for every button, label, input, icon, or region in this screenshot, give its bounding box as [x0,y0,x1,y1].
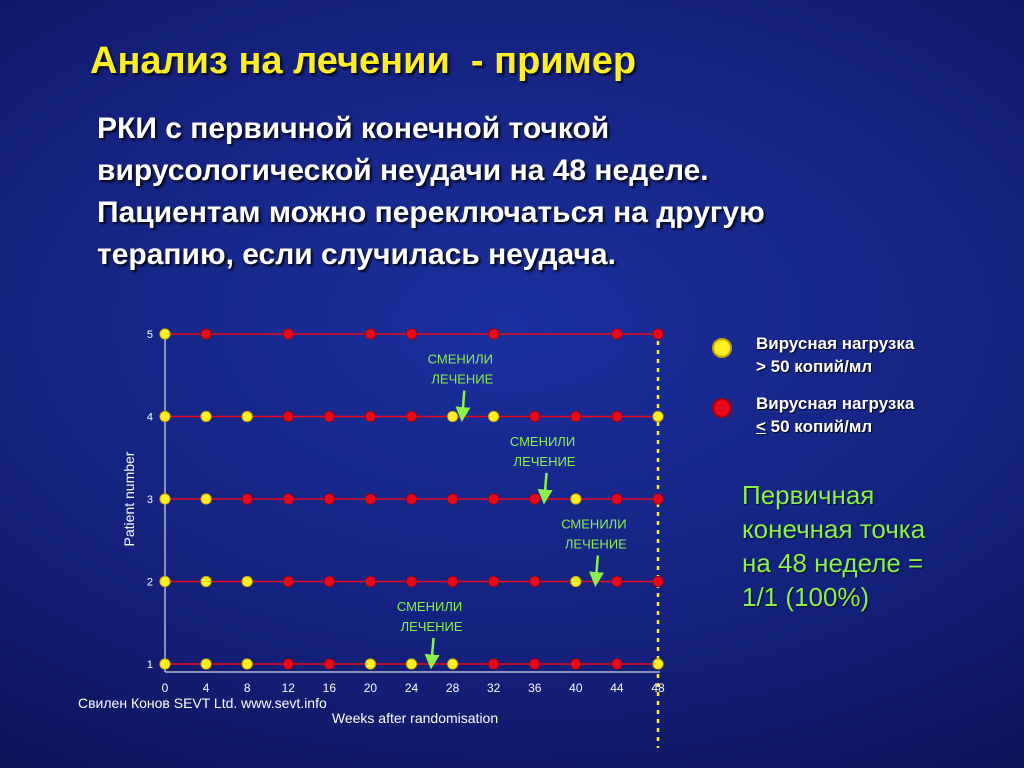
viral-load-below-50-point [488,494,498,504]
legend-value: 50 копий/мл [765,417,873,436]
viral-load-above-50-point [365,659,375,669]
switch-annotation-line: СМЕНИЛИ [561,516,627,532]
red-dot-icon [712,398,732,418]
viral-load-below-50-point [488,659,498,669]
viral-load-above-50-point [201,659,211,669]
switch-annotation-line: СМЕНИЛИ [427,351,494,367]
viral-load-below-50-point [283,576,293,586]
viral-load-below-50-point [530,411,540,421]
viral-load-above-50-point [653,659,663,669]
legend-symbol: < [756,417,766,436]
slide-title: Анализ на лечении - пример [90,40,637,82]
viral-load-below-50-point [406,494,416,504]
x-tick-label: 20 [363,681,378,695]
viral-load-below-50-point [530,659,540,669]
x-tick-label: 32 [486,681,501,695]
x-tick-label: 4 [202,681,210,695]
viral-load-below-50-point [612,411,622,421]
switch-arrow-icon [596,556,598,580]
y-tick-label: 5 [146,329,153,341]
x-tick-label: 12 [281,681,295,695]
viral-load-above-50-point [160,494,170,504]
x-tick-label: 48 [651,681,665,695]
viral-load-above-50-point [201,576,211,586]
switch-annotation-line: СМЕНИЛИ [509,434,576,449]
viral-load-below-50-point [283,411,293,421]
legend-symbol: > [756,357,771,376]
switch-annotation-line: СМЕНИЛИ [396,599,463,614]
credit-line: Свилен Конов SEVT Ltd. www.sevt.info [78,695,327,711]
viral-load-below-50-point [653,494,663,504]
viral-load-above-50-point [201,411,211,421]
viral-load-below-50-point [571,411,581,421]
switch-annotation-line: ЛЕЧЕНИЕ [400,619,463,634]
viral-load-above-50-point [160,576,170,586]
y-tick-label: 1 [146,659,153,671]
viral-load-below-50-point [447,576,457,586]
viral-load-below-50-point [365,411,375,421]
viral-load-below-50-point [406,329,416,339]
y-tick-label: 4 [146,411,153,424]
viral-load-above-50-point [653,411,663,421]
body-line: терапию, если случилась неудача. [97,238,616,271]
viral-load-below-50-point [653,329,663,339]
switch-annotation-line: ЛЕЧЕНИЕ [513,454,576,469]
y-tick-label: 3 [146,494,153,506]
viral-load-below-50-point [283,494,293,504]
viral-load-above-50-point [488,411,498,421]
x-axis-title: Weeks after randomisation [331,710,499,726]
x-tick-label: 24 [404,681,419,695]
viral-load-below-50-point [447,494,457,504]
x-tick-label: 16 [322,681,337,695]
x-tick-label: 0 [161,681,169,695]
y-axis-title: Patient number [121,451,137,547]
body-line: вирусологической неудачи на 48 неделе. [97,154,709,187]
viral-load-above-50-point [160,411,170,421]
endpoint-result [742,478,925,614]
x-tick-label: 44 [610,681,624,695]
endpoint-line: Первичная [742,480,875,510]
y-tick-label: 2 [146,576,153,589]
viral-load-below-50-point [283,329,293,339]
viral-load-above-50-point [160,659,170,669]
viral-load-above-50-point [571,576,581,586]
viral-load-below-50-point [488,576,498,586]
viral-load-below-50-point [324,411,334,421]
endpoint-line: на 48 неделе = [742,548,924,578]
viral-load-above-50-point [571,494,581,504]
legend-label: Вирусная нагрузка [756,334,915,353]
switch-annotation-line: ЛЕЧЕНИЕ [431,371,494,387]
viral-load-below-50-point [324,576,334,586]
viral-load-below-50-point [612,659,622,669]
viral-load-below-50-point [488,329,498,339]
viral-load-above-50-point [447,659,457,669]
endpoint-line: конечная точка [742,514,926,544]
switch-arrow-icon [462,391,464,415]
legend-label: Вирусная нагрузка [756,394,915,413]
viral-load-below-50-point [406,576,416,586]
viral-load-above-50-point [201,494,211,504]
body-line: Пациентам можно переключаться на другую [97,196,765,229]
switch-arrow-icon [432,638,434,662]
viral-load-above-50-point [160,329,170,339]
viral-load-below-50-point [201,329,211,339]
viral-load-below-50-point [530,494,540,504]
endpoint-line: 1/1 (100%) [742,582,870,612]
viral-load-above-50-point [447,411,457,421]
viral-load-below-50-point [612,576,622,586]
viral-load-above-50-point [406,659,416,669]
viral-load-below-50-point [324,494,334,504]
x-tick-label: 28 [445,681,460,695]
switch-annotation-line: ЛЕЧЕНИЕ [564,536,627,552]
body-line: РКИ с первичной конечной точкой [97,112,610,145]
viral-load-below-50-point [324,659,334,669]
viral-load-below-50-point [571,659,581,669]
x-tick-label: 40 [569,681,583,695]
viral-load-below-50-point [365,576,375,586]
legend-value: 50 копий/мл [770,357,873,376]
viral-load-below-50-point [612,494,622,504]
viral-load-below-50-point [612,329,622,339]
viral-load-above-50-point [242,659,252,669]
x-tick-label: 36 [528,681,542,695]
viral-load-below-50-point [365,329,375,339]
viral-load-below-50-point [242,494,252,504]
x-tick-label: 8 [243,681,251,695]
viral-load-below-50-point [530,576,540,586]
viral-load-above-50-point [242,411,252,421]
yellow-dot-icon [712,338,732,358]
viral-load-above-50-point [242,576,252,586]
viral-load-below-50-point [283,659,293,669]
switch-arrow-icon [545,473,547,497]
viral-load-below-50-point [365,494,375,504]
viral-load-below-50-point [406,411,416,421]
viral-load-below-50-point [653,576,663,586]
